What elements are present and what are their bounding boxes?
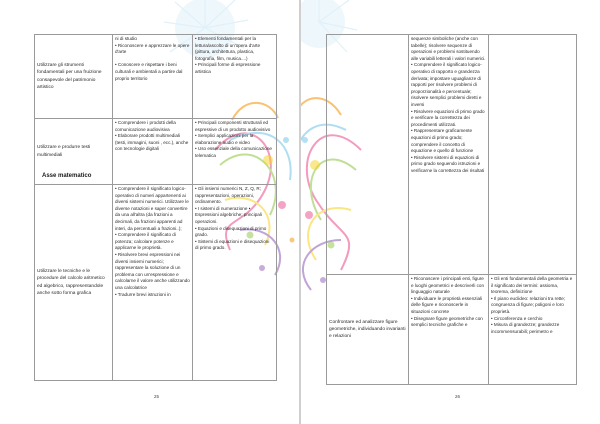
abilities-cell: • Comprendere i prodotti della comunicazione audiovisiva • Elaborare prodotti multimediali (testi, immagini, suoni , ecc.), anche con tecnologie digitali: [115, 120, 189, 152]
competence-label: Confrontare ed analizzare figure geometriche, individuando invarianti e relazioni: [329, 319, 406, 340]
table-row: [35, 35, 277, 119]
table-row: [327, 275, 577, 385]
page-number: 26: [455, 394, 461, 399]
abilities-cell: ni di studio • Riconoscere e apprezzare le opere d'arte • Conoscere e rispettare i beni culturali e ambientali a partire dal proprio territorio: [115, 36, 190, 81]
competence-label: Utilizzare e produrre testi multimediali: [37, 145, 91, 158]
knowledge-cell: • Principali componenti strutturali ed espressive di un prodotto audiovisivo • Semplici applicazioni per la elaborazione audio e video • Uso essenziale della comunicazione telematica: [195, 120, 272, 158]
table-cell: [193, 35, 277, 119]
competences-table-arts: [34, 34, 277, 185]
competence-label: Utilizzare le tecniche e le procedure del calcolo aritmetico ed algebrico, rappresentandole anche sotto forma grafica: [37, 269, 105, 296]
table-cell: [489, 275, 577, 385]
page-number: 25: [154, 394, 160, 399]
table-row: [35, 185, 277, 381]
table-cell: [113, 185, 193, 381]
abilities-cell: • Comprendere il significato logico-operativo di numeri appartenenti ai diversi sistemi numerici. Utilizzare le diverse notazioni e saper convertire da una all'altra (da frazioni a decimali, da frazioni apparenti ad interi, da percentuali a frazioni..); • Comprendere il significato di potenza; calcolare potenze e applicarne le proprietà. • Risolvere brevi espressioni nei diversi insiemi numerici; rappresentare la soluzione di un problema con un'espressione e calcolarne il valore anche utilizzando una calcolatrice • Tradurre brevi istruzioni in: [115, 186, 190, 297]
table-cell: [489, 35, 577, 275]
knowledge-cell: • Gli insiemi numerici N, Z, Q, R; rappresentazioni, operazioni, ordinamento. • I sistemi di numerazione • Espressioni algebriche; principali operazioni. • Equazioni e disequazioni di primo grado. • Sistemi di equazioni e disequazioni di primo grado.: [195, 186, 270, 251]
table-cell: [193, 185, 277, 381]
competence-label: Utilizzare gli strumenti fondamentali per una fruizione consapevole del patrimonio artistico: [37, 63, 102, 90]
competences-table-math: [34, 184, 277, 381]
left-page: [0, 0, 299, 424]
table-cell: [193, 119, 277, 185]
table-cell: [327, 35, 409, 275]
competences-table-math-continued: [326, 34, 577, 385]
table-cell: [113, 119, 193, 185]
table-cell: [35, 185, 113, 381]
right-page: [301, 0, 600, 424]
table-cell: [409, 35, 489, 275]
table-cell: [327, 275, 409, 385]
table-cell: [409, 275, 489, 385]
table-cell: [113, 35, 193, 119]
abilities-cell: sequenze simboliche (anche con tabelle); risolvere sequenze di operazioni e problemi sostituendo alle variabili letterali i valori numerici. • Comprendere il significato logico-operativo di rapporto e grandezza derivata; impostare uguaglianze di rapporti per risolvere problemi di proporzionalità e percentuale; risolvere semplici problemi diretti e inversi • Risolvere equazioni di primo grado e verificare la correttezza dei procedimenti utilizzati. • Rappresentare graficamente equazioni di primo grado; comprendere il concetto di equazione e quello di funzione • Risolvere sistemi di equazioni di primo grado seguendo istruzioni e verificarne la correttezza dei risultati: [411, 36, 486, 173]
section-title: Asse matematico: [42, 173, 92, 179]
knowledge-cell: • Elementi fondamentali per la lettura/ascolto di un'opera d'arte (pittura, architettura, plastica, fotografia, film, musica....) • Principali forme di espressione artistica: [195, 36, 261, 74]
knowledge-cell: • Gli enti fondamentali della geometria e il significato dei termini: assioma, teorema, definizione • Il piano euclideo: relazioni tra rette; congruenza di figure; poligoni e loro proprietà. • Circonferenza e cerchio • Misura di grandezze; grandezze incommensurabili; perimetro e: [491, 276, 573, 334]
table-cell: [35, 35, 113, 119]
abilities-cell: • Riconoscere i principali enti, figure e luoghi geometrici e descriverli con linguaggio naturale • Individuare le proprietà essenziali delle figure e riconoscerle in situazioni concrete • Disegnare figure geometriche con semplici tecniche grafiche e: [411, 276, 485, 328]
table-row: [327, 35, 577, 275]
